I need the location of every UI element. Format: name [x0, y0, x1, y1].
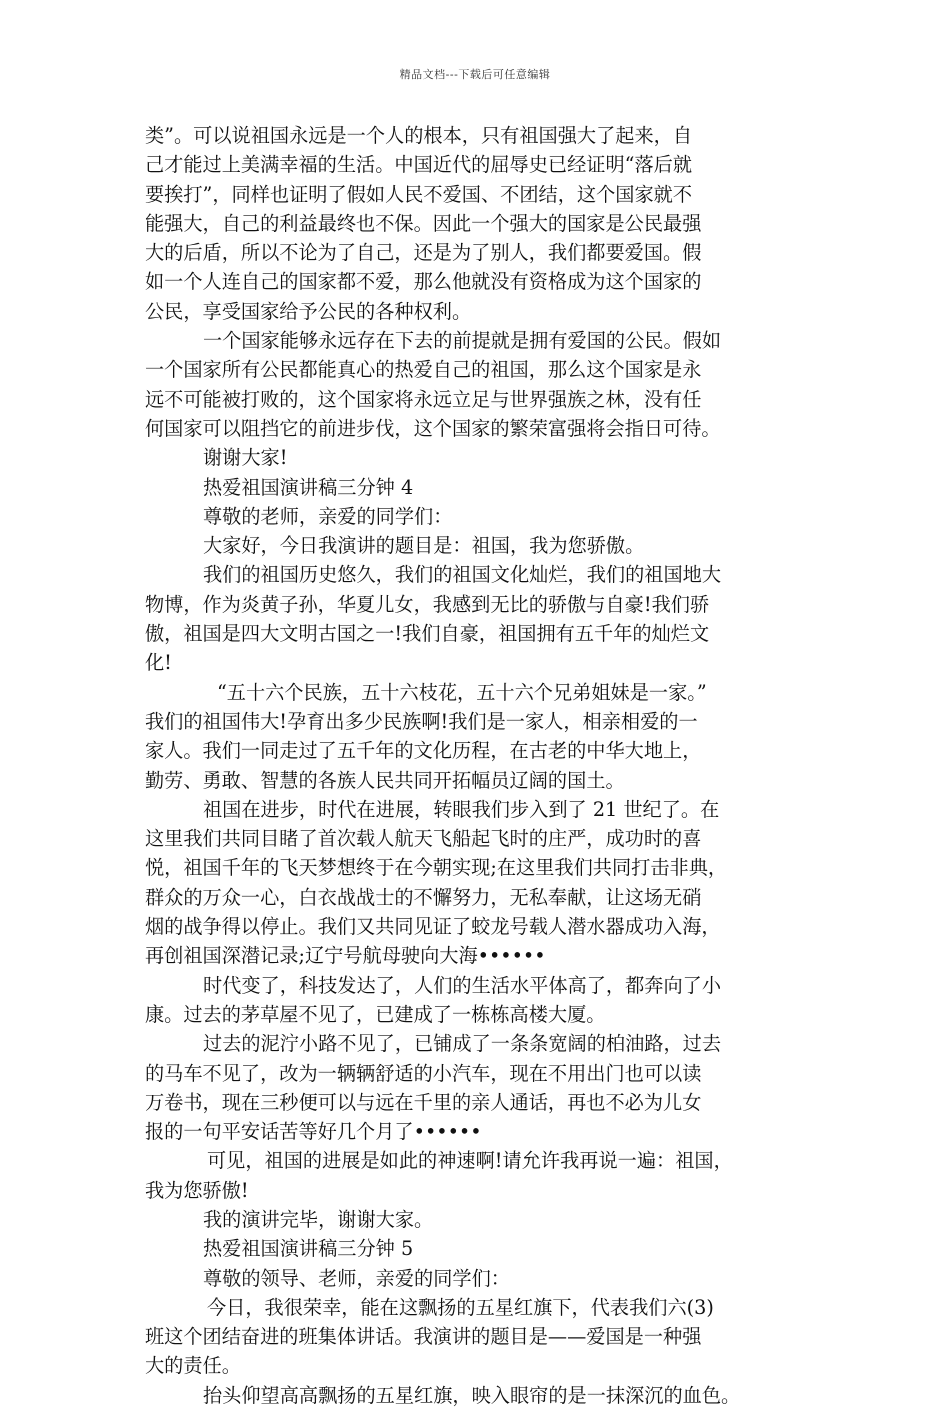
page-header: 精品文档---下载后可任意编辑: [399, 68, 551, 81]
text-line: 的马车不见了，改为一辆辆舒适的小汽车，现在不用出门也可以读: [145, 1061, 702, 1085]
paragraph-start: 过去的泥泞小路不见了，已铺成了一条条宽阔的柏油路，过去: [203, 1032, 722, 1056]
text-line: 己才能过上美满幸福的生活。中国近代的屈辱史已经证明“落后就: [145, 153, 693, 177]
text-line: 康。过去的茅草屋不见了，已建成了一栋栋高楼大厦。: [145, 1002, 606, 1026]
text-line: 万卷书，现在三秒便可以与远在千里的亲人通话，再也不必为儿女: [145, 1090, 702, 1114]
text-line: 再创祖国深潜记录;辽宁号航母驶向大海••••••: [145, 944, 546, 968]
text-line: 大的后盾，所以不论为了自己，还是为了别人，我们都要爱国。假: [145, 241, 702, 265]
text-line: 烟的战争得以停止。我们又共同见证了蛟龙号载人潜水器成功入海，: [145, 915, 721, 939]
paragraph-start: 一个国家能够永远存在下去的前提就是拥有爱国的公民。假如: [203, 329, 722, 353]
text-line: 何国家可以阻挡它的前进步伐，这个国家的繁荣富强将会指日可待。: [145, 416, 721, 440]
paragraph-start: 祖国在进步，时代在进展，转眼我们步入到了 21 世纪了。在: [203, 797, 720, 821]
document-body: [145, 121, 825, 1410]
paragraph-start: 抬头仰望高高飘扬的五星红旗，映入眼帘的是一抹深沉的血色。: [203, 1383, 741, 1407]
paragraph-start: 我们的祖国历史悠久，我们的祖国文化灿烂，我们的祖国地大: [203, 563, 722, 587]
text-line: 我们的祖国伟大!孕育出多少民族啊!我们是一家人，相亲相爱的一: [145, 709, 698, 733]
text-line: 化!: [145, 651, 172, 675]
text-line: 物博，作为炎黄子孙，华夏儿女，我感到无比的骄傲与自豪!我们骄: [145, 592, 710, 616]
text-line: 大的责任。: [145, 1354, 241, 1378]
text-line: 一个国家所有公民都能真心的热爱自己的祖国，那么这个国家是永: [145, 358, 702, 382]
text-line: 远不可能被打败的，这个国家将永远立足与世界强族之林，没有任: [145, 387, 702, 411]
paragraph-start: 今日，我很荣幸，能在这飘扬的五星红旗下，代表我们六(3): [207, 1295, 714, 1319]
text-line: 报的一句平安话苦等好几个月了••••••: [145, 1120, 482, 1144]
text-line: 能强大，自己的利益最终也不保。因此一个强大的国家是公民最强: [145, 211, 702, 235]
salutation: 尊敬的老师，亲爱的同学们：: [203, 504, 453, 528]
text-line: 要挨打”，同样也证明了假如人民不爱国、不团结，这个国家就不: [145, 182, 693, 206]
text-line: 类”。可以说祖国永远是一个人的根本，只有祖国强大了起来，自: [145, 124, 693, 147]
text-line: 班这个团结奋进的班集体讲话。我演讲的题目是——爱国是一种强: [145, 1325, 702, 1349]
text-line: 这里我们共同目睹了首次载人航天飞船起飞时的庄严，成功时的喜: [145, 827, 702, 851]
text-line: 家人。我们一同走过了五千年的文化历程，在古老的中华大地上，: [145, 739, 702, 763]
section-title: 热爱祖国演讲稿三分钟 4: [203, 475, 414, 499]
paragraph-start: 大家好，今日我演讲的题目是：祖国，我为您骄傲。: [203, 534, 645, 558]
text-line: 公民，享受国家给予公民的各种权利。: [145, 299, 472, 323]
closing-line: 谢谢大家!: [203, 446, 288, 470]
text-line: 我为您骄傲!: [145, 1178, 249, 1202]
paragraph-start: “五十六个民族，五十六枝花，五十六个兄弟姐妹是一家。”: [217, 680, 707, 704]
paragraph-start: 我的演讲完毕，谢谢大家。: [203, 1207, 434, 1231]
text-line: 勤劳、勇敢、智慧的各族人民共同开拓幅员辽阔的国土。: [145, 768, 625, 792]
salutation: 尊敬的领导、老师，亲爱的同学们：: [203, 1266, 510, 1290]
paragraph-start: 可见，祖国的进展是如此的神速啊!请允许我再说一遍：祖国，: [207, 1149, 733, 1173]
section-title: 热爱祖国演讲稿三分钟 5: [203, 1237, 414, 1261]
text-line: 如一个人连自己的国家都不爱，那么他就没有资格成为这个国家的: [145, 270, 702, 294]
text-line: 傲，祖国是四大文明古国之一!我们自豪，祖国拥有五千年的灿烂文: [145, 622, 710, 646]
paragraph-start: 时代变了，科技发达了，人们的生活水平体高了，都奔向了小: [203, 973, 722, 997]
text-line: 悦，祖国千年的飞天梦想终于在今朝实现;在这里我们共同打击非典，: [145, 856, 728, 880]
text-line: 群众的万众一心，白衣战战士的不懈努力，无私奉献，让这场无硝: [145, 885, 702, 909]
